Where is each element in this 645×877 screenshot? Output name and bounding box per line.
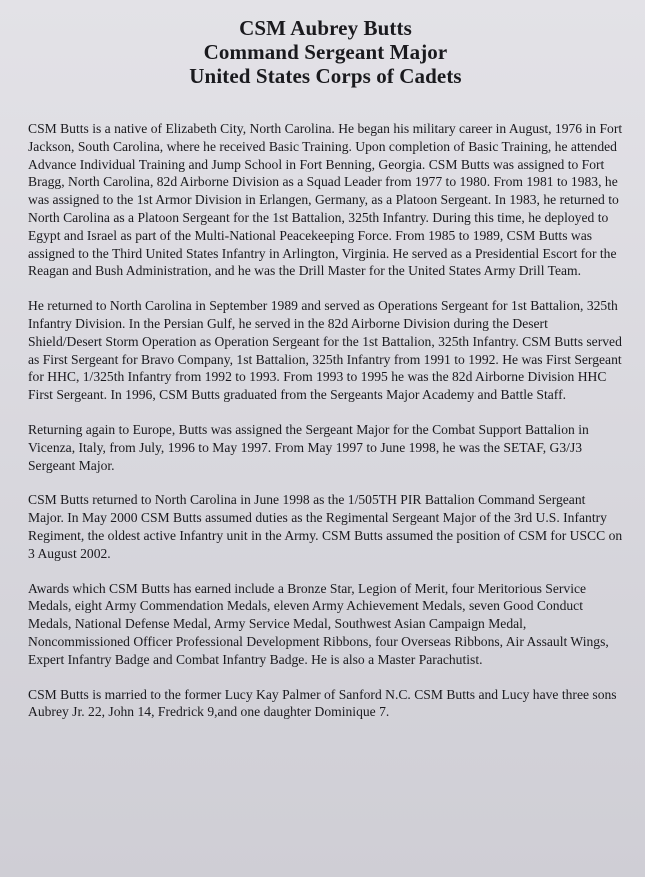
title-name: CSM Aubrey Butts — [239, 16, 412, 40]
paragraph-family: CSM Butts is married to the former Lucy Kay Palmer of Sanford N.C. CSM Butts and Lucy have three sons Aubrey Jr. 22, John 14, Fredrick 9,and one daughter Dominique 7. — [28, 686, 617, 720]
paragraph-europe: Returning again to Europe, Butts was assigned the Sergeant Major for the Combat Support Battalion in Vicenza, Italy, from July, 1996 to May 1997. From May 1997 to June 1998, he was the SETAF, G3/J3 Sergeant Major. — [28, 421, 589, 473]
paragraph-command: CSM Butts returned to North Carolina in June 1998 as the 1/505TH PIR Battalion Command Sergeant Major. In May 2000 CSM Butts assumed duties as the Regimental Sergeant Major of the 3rd U.S. Infantry Regiment, the oldest active Infantry unit in the Army. CSM Butts assumed the position of CSM for USCC on 3 August 2002. — [28, 492, 623, 561]
biography-body — [28, 120, 623, 721]
title-position: Command Sergeant Major — [203, 40, 448, 64]
biography-header — [28, 16, 623, 88]
title-organization: United States Corps of Cadets — [189, 64, 462, 88]
paragraph-awards: Awards which CSM Butts has earned include a Bronze Star, Legion of Merit, four Meritorious Service Medals, eight Army Commendation Medals, eleven Army Achievement Medals, seven Good Conduct Medals, National Defense Medal, Army Service Medal, Southwest Asian Campaign Medal, Noncommissioned Officer Professional Development Ribbons, four Overseas Ribbons, Air Assault Wings, Expert Infantry Badge and Combat Infantry Badge. He is also a Master Parachutist. — [28, 580, 609, 667]
paragraph-gulf-service: He returned to North Carolina in September 1989 and served as Operations Sergeant for 1st Battalion, 325th Infantry Division. In the Persian Gulf, he served in the 82d Airborne Division during the Desert Shield/Desert Storm Operation as Operation Sergeant for the 1st Battalion, 325th Infantry. CSM Butts served as First Sergeant for Bravo Company, 1st Battalion, 325th Infantry from 1991 to 1992. He was First Sergeant for HHC, 1/325th Infantry from 1992 to 1993. From 1993 to 1995 he was the 82d Airborne Division HHC First Sergeant. In 1996, CSM Butts graduated from the Sergeants Major Academy and Battle Staff. — [28, 298, 622, 403]
paragraph-early-career: CSM Butts is a native of Elizabeth City, North Carolina. He began his military career in August, 1976 in Fort Jackson, South Carolina, where he received Basic Training. Upon completion of Basic Training, he attended Advance Individual Training and Jump School in Fort Benning, Georgia. CSM Butts was assigned to Fort Bragg, North Carolina, 82d Airborne Division as a Squad Leader from 1977 to 1980. From 1981 to 1983, he was assigned to the 1st Armor Division in Erlangen, Germany, as a Platoon Sergeant. In 1983, he returned to North Carolina as a Platoon Sergeant for the 1st Battalion, 325th Infantry. During this time, he deployed to Egypt and Israel as part of the Multi-National Peacekeeping Force. From 1985 to 1989, CSM Butts was assigned to the Third United States Infantry in Arlington, Virginia. He served as a Presidential Escort for the Reagan and Bush Administration, and he was the Drill Master for the United States Army Drill Team. — [28, 121, 623, 279]
